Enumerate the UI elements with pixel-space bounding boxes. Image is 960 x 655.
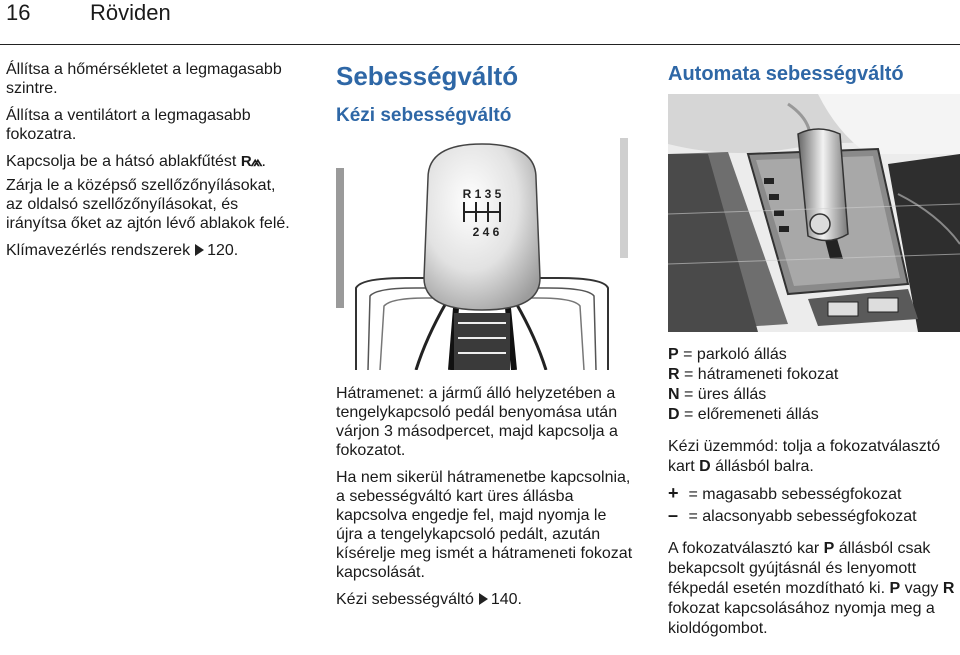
automatic-text — [668, 345, 960, 639]
def-minus: – = alacsonyabb sebességfokozat — [668, 505, 917, 525]
manual-text — [336, 384, 636, 617]
para-reverse-retry: Ha nem sikerül hátramenetbe kapcsolnia, a sebességváltó kart üres állásba kapcsolva engedje fel, majd nyomja le újra a tengelykapcsoló pedált, azután kísérelje meg ismét a hátrameneti fokozat kapcsolását. — [336, 469, 633, 581]
para-selector-release: A fokozatválasztó kar P állásból csak bekapcsolt gyújtásnál és lenyomott fékpedál esetén mozdítható ki. P vagy R fokozat kapcsolásához nyomja meg a kioldógombot. — [668, 540, 955, 637]
section-heading: Sebességváltó — [336, 61, 519, 91]
section-title: Röviden — [90, 0, 171, 25]
minus-icon: – — [668, 505, 679, 525]
plus-icon: + — [668, 483, 679, 503]
page-ref-arrow-icon — [479, 593, 488, 605]
para-temperature: Állítsa a hőmérsékletet a legmagasabb szintre. — [6, 61, 282, 97]
def-drive: D = előremeneti állás — [668, 406, 819, 423]
page-number: 16 — [6, 0, 31, 25]
automatic-selector-figure — [668, 94, 960, 332]
rear-window-heater-icon: R⩕ — [240, 153, 262, 170]
page-ref-arrow-icon — [195, 244, 204, 256]
position-definitions — [668, 345, 960, 425]
para-fan: Állítsa a ventilátort a legmagasabb fokozatra. — [6, 107, 251, 143]
subheading-manual: Kézi sebességváltó — [336, 105, 512, 126]
knob-bottom-row: 2 4 6 — [472, 225, 500, 239]
column-left — [6, 60, 296, 268]
def-park: P = parkoló állás — [668, 346, 787, 363]
para-manual-mode: Kézi üzemmód: tolja a fokozatválasztó kart D állásból balra. — [668, 438, 941, 475]
para-manual-ref: Kézi sebességváltó 140. — [336, 591, 522, 608]
def-reverse: R = hátrameneti fokozat — [668, 366, 839, 383]
para-climate-ref: Klímavezérlés rendszerek 120. — [6, 242, 239, 259]
knob-top-row: R 1 3 5 — [462, 187, 502, 201]
para-vents: Zárja le a középső szellőzőnyílásokat, az oldalsó szellőzőnyílásokat, és irányítsa őket az ajtón lévő ablakok felé. — [6, 177, 290, 232]
def-plus: + = magasabb sebességfokozat — [668, 483, 902, 503]
def-neutral: N = üres állás — [668, 386, 767, 403]
para-reverse: Hátramenet: a jármű álló helyzetében a tengelykapcsoló pedál benyomása után várjon 3 másodpercet, majd kapcsolja a fokozatot. — [336, 385, 618, 459]
para-rear-heater: Kapcsolja be a hátsó ablakfűtést R⩕. — [6, 153, 266, 170]
page-header — [0, 0, 960, 44]
header-rule — [0, 44, 960, 45]
manual-gear-knob-figure — [336, 138, 628, 370]
subheading-automatic: Automata sebességváltó — [668, 63, 904, 85]
